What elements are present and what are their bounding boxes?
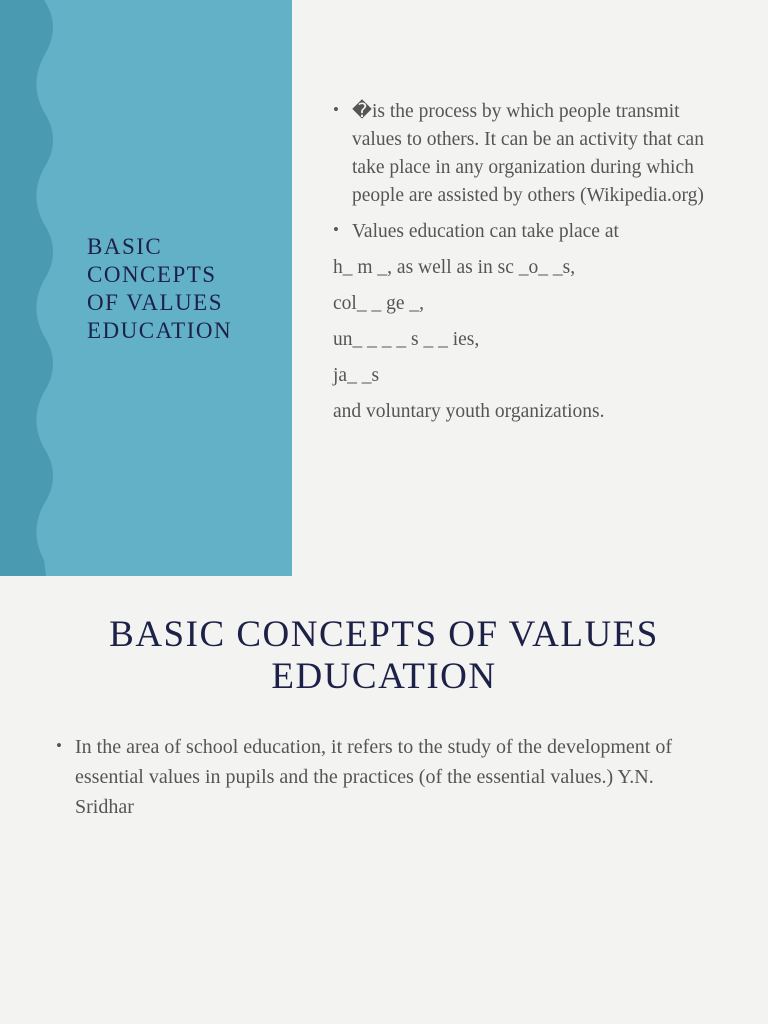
bullet-where: • Values education can take place at (333, 218, 733, 246)
slide-2-title-line: EDUCATION (271, 656, 497, 697)
fill-line-youth-orgs: and voluntary youth organizations. (333, 401, 605, 422)
fill-line-universities: un_ _ _ _ s _ _ ies, (333, 329, 480, 350)
slide-2-title-line: BASIC CONCEPTS OF VALUES (109, 614, 659, 655)
slide-2-title (0, 614, 768, 698)
fill-line-colleges: col_ _ ge _, (333, 293, 424, 314)
side-title (87, 233, 277, 345)
side-title-line: EDUCATION (87, 318, 233, 343)
bullet-school-education: • In the area of school education, it refers to the study of the development of essential values in pupils and the practices (of the essential values.) Y.N. Sridhar (56, 732, 706, 822)
fill-line-jails: ja_ _s (333, 365, 380, 386)
side-panel (0, 0, 292, 576)
side-title-line: OF VALUES (87, 290, 223, 315)
side-title-line: BASIC (87, 234, 163, 259)
slide-2 (0, 576, 768, 1024)
fill-line-home-schools: h_ m _, as well as in sc _o_ _s, (333, 257, 576, 278)
bullet-definition: • �is the process by which people transmit values to others. It can be an activity that can take place in any organization during which people are assisted by others (Wikipedia.org) (333, 98, 733, 210)
slide-1-content (333, 98, 733, 434)
slide-2-body (56, 732, 706, 830)
side-title-line: CONCEPTS (87, 262, 217, 287)
